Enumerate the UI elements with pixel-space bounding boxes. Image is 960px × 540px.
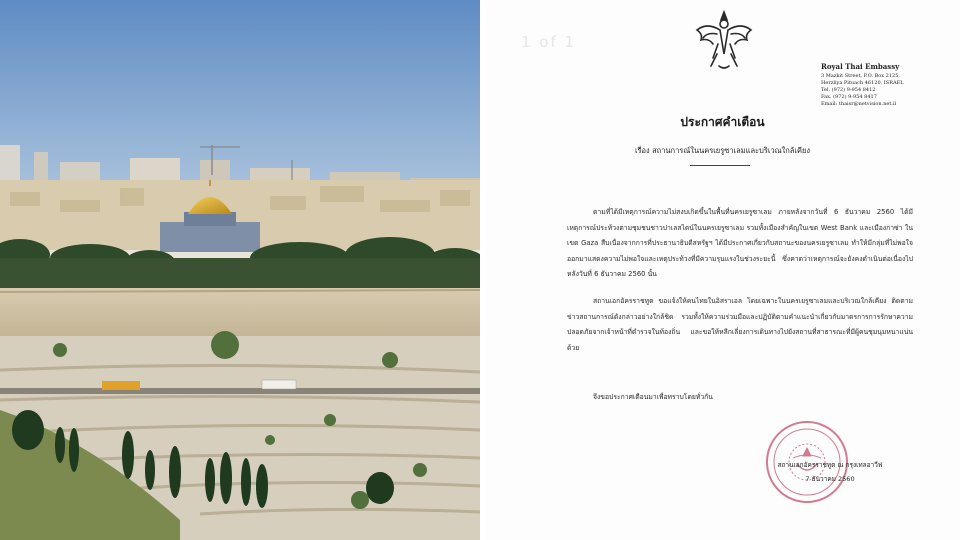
letterhead-line: Email: thaisr@netvision.net.il [821,101,897,107]
body-paragraph: สถานเอกอัครราชทูต ขอแจ้งให้คนไทยในอิสราเอล โดยเฉพาะในนครเยรูซาเลมและบริเวณใกล้เคียง ติดตามข่าวสถานการณ์ดังกล่าวอย่างใกล้ชิด รวมทั้งให้ความร่วมมือและปฏิบัติตามคำแนะนำเกี่ยวกับมาตรการการรักษาความปลอดภัยจากเจ้าหน้าที่ตำรวจในท้องถิ่น และขอให้หลีกเลี่ยงการเดินทางไปยังสถานที่สาธารณะที่มีผู้คนชุมนุมหนาแน่นด้วย [567,297,913,352]
title-underline [690,165,750,166]
road [0,388,480,394]
yellow-bus [102,381,140,390]
page-mark: 1 of 1 [521,33,577,51]
embassy-letter [485,0,960,540]
letter-date: 7 ธันวาคม 2560 [805,475,855,483]
letterhead-line: Fax. (972) 9-954 8417 [821,94,877,100]
signatory-office: สถานเอกอัครราชทูต ณ กรุงเทลอาวีฟ [777,461,883,469]
letterhead-org: Royal Thai Embassy [821,62,900,71]
signature-block [735,458,925,486]
announcement-title: ประกาศคำเตือน [680,115,765,129]
city-wall [0,288,480,336]
letterhead-line: Herzliya Pituach 46120, ISRAEL [821,80,904,86]
garuda-emblem-icon [693,8,755,72]
white-bus [262,380,296,389]
letterhead-line: 3 Mazkit Street, P.O. Box 2125, [821,73,900,79]
letterhead-line: Tel. (972) 9-954 8412 [821,87,876,93]
letterhead [821,62,955,108]
closing-paragraph: จึงขอประกาศเตือนมาเพื่อทราบโดยทั่วกัน [593,393,713,401]
sky [0,0,480,190]
body-paragraph: ตามที่ได้มีเหตุการณ์ความไม่สงบเกิดขึ้นในพื้นที่นครเยรูซาเลม ภายหลังจากวันที่ 6 ธันวาคม 2560 ได้มีเหตุการณ์ประท้วงตามชุมชนชาวปาเลสไตน์ในนครเยรูซาเลม รวมทั้งเมืองสำคัญในเขต West Bank และเมืองกาซ่า ในเขต Gaza สืบเนื่องจากการที่ประธานาธิบดีสหรัฐฯ ได้มีประกาศเกี่ยวกับสถานะของนครเยรูซาเลม ทำให้มีกลุ่มที่ไม่พอใจออกมาแสดงความไม่พอใจและเหตุประท้วงที่มีความรุนแรงในช่วงระยะนี้ ซึ่งคาดว่าเหตุการณ์จะยังคงดำเนินต่อเนื่องไปหลังวันที่ 6 ธันวาคม 2560 นั้น [567,208,913,278]
announcement-subject: เรื่อง สถานการณ์ในนครเยรูซาเลมและบริเวณใกล้เคียง [634,146,811,155]
